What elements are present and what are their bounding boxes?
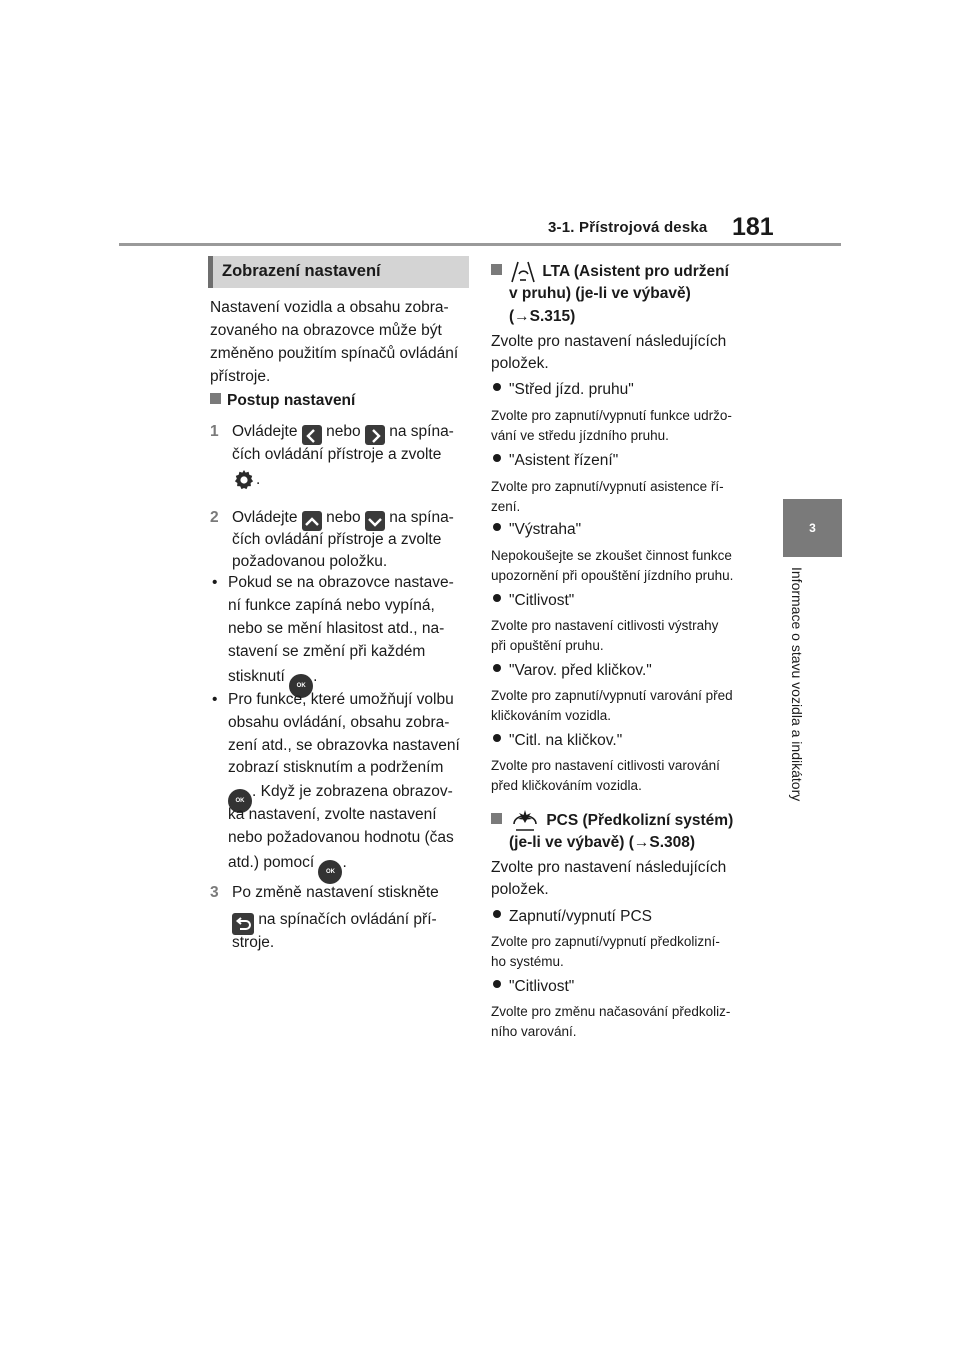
intro-line: Nastavení vozidla a obsahu zobra- (210, 299, 449, 316)
section-title: 3-1. Přístrojová deska (548, 219, 708, 236)
list-item: Zapnutí/vypnutí PCS (493, 906, 652, 928)
bullet-dot-icon (493, 664, 501, 672)
intro-line: změněno použitím spínačů ovládání (210, 345, 459, 362)
gear-icon (232, 468, 256, 492)
bullet-2-line: Pro funkce, které umožňují volbu (228, 691, 454, 708)
bullet-2-line: zení atd., se obrazovka nastavení (228, 737, 460, 754)
pre-collision-icon (508, 808, 542, 834)
item-description: před kličkováním vozidla. (491, 778, 642, 793)
chapter-tab[interactable]: 3 (783, 499, 842, 557)
chevron-left-icon (302, 425, 322, 445)
ok-button-icon: OK (228, 789, 252, 813)
square-bullet-icon (210, 393, 221, 404)
step-2-line: požadovanou položku. (232, 553, 388, 570)
header-rule (119, 243, 841, 246)
item-description: upozornění při opouštění jízdního pruhu. (491, 568, 734, 583)
bullet-dot-icon (493, 454, 501, 462)
chevron-up-icon (302, 511, 322, 531)
item-description: zení. (491, 499, 521, 514)
item-description: při opuštění pruhu. (491, 638, 604, 653)
list-item: "Citlivost" (493, 590, 574, 612)
pcs-heading-line: (je-li ve výbavě) (→S.308) (509, 834, 696, 851)
intro-line: přístroje. (210, 368, 271, 385)
bullet-2-line: atd.) pomocí OK. (228, 852, 347, 884)
chapter-title: Informace o stavu vozidla a indikátory (789, 567, 805, 802)
step-1-line: 1 Ovládejte nebo na spína- (210, 421, 454, 445)
ok-button-icon: OK (318, 860, 342, 884)
list-item: "Asistent řízení" (493, 450, 618, 472)
bullet-1-line: nebo se mění hlasitost atd., na- (228, 620, 445, 637)
bullet-2-line: obsahu ovládání, obsahu zobra- (228, 714, 450, 731)
bullet-dot-icon (493, 734, 501, 742)
lta-heading-line: v pruhu) (je-li ve výbavě) (509, 285, 691, 302)
lta-intro: položek. (491, 355, 549, 372)
step-2-line: 2 Ovládejte nebo na spína- (210, 507, 454, 531)
bullet-1-line: ní funkce zapíná nebo vypíná, (228, 597, 435, 614)
bullet-dot-icon (493, 980, 501, 988)
step-1-line: čích ovládání přístroje a zvolte (232, 446, 442, 463)
bullet-dot-icon (493, 383, 501, 391)
list-item: "Střed jízd. pruhu" (493, 379, 634, 401)
bullet-marker: • (212, 691, 218, 708)
item-description: kličkováním vozidla. (491, 708, 612, 723)
bullet-1-line: Pokud se na obrazovce nastave- (228, 574, 454, 591)
lta-heading: LTA (Asistent pro udržení (491, 260, 729, 284)
bullet-dot-icon (493, 594, 501, 602)
square-bullet-icon (491, 264, 502, 275)
item-description: ho systému. (491, 954, 564, 969)
section-heading: Zobrazení nastavení (208, 256, 469, 288)
item-description: Nepokoušejte se zkoušet činnost funkce (491, 548, 732, 563)
item-description: Zvolte pro zapnutí/vypnutí funkce udržo- (491, 408, 732, 423)
bullet-2-line: nebo požadovanou hodnotu (čas (228, 829, 454, 846)
ok-button-icon: OK (289, 674, 313, 698)
item-description: vání ve středu jízdního pruhu. (491, 428, 669, 443)
bullet-2-line: OK. Když je zobrazena obrazov- (228, 781, 453, 813)
step-number: 2 (210, 509, 219, 526)
bullet-marker: • (212, 574, 218, 591)
item-description: Zvolte pro nastavení citlivosti varování (491, 758, 720, 773)
bullet-2-line: ka nastavení, zvolte nastavení (228, 806, 437, 823)
list-item: "Varov. před kličkov." (493, 660, 652, 682)
item-description: Zvolte pro nastavení citlivosti výstrahy (491, 618, 719, 633)
step-1-line: . (232, 468, 260, 492)
square-bullet-icon (491, 813, 502, 824)
lane-assist-icon (508, 260, 538, 284)
pcs-intro: položek. (491, 881, 549, 898)
chevron-right-icon (365, 425, 385, 445)
list-item: "Výstraha" (493, 519, 581, 541)
item-description: Zvolte pro zapnutí/vypnutí asistence ří- (491, 479, 724, 494)
step-3-line: na spínačích ovládání pří- (232, 909, 437, 935)
step-3-line: stroje. (232, 934, 275, 951)
lta-intro: Zvolte pro nastavení následujících (491, 333, 727, 350)
bullet-1-line: stavení se změní při každém (228, 643, 426, 660)
subheading: Postup nastavení (210, 390, 355, 412)
bullet-dot-icon (493, 910, 501, 918)
item-description: Zvolte pro změnu načasování předkoliz- (491, 1004, 731, 1019)
item-description: Zvolte pro zapnutí/vypnutí předkolizní- (491, 934, 720, 949)
page-number: 181 (732, 213, 774, 241)
pcs-intro: Zvolte pro nastavení následujících (491, 859, 727, 876)
bullet-1-line: stisknutí OK. (228, 666, 317, 698)
lta-heading-line: (→S.315) (509, 308, 576, 325)
list-item: "Citlivost" (493, 976, 574, 998)
step-number: 1 (210, 423, 219, 440)
item-description: ního varování. (491, 1024, 577, 1039)
intro-line: zovaného na obrazovce může být (210, 322, 442, 339)
bullet-dot-icon (493, 523, 501, 531)
step-2-line: čích ovládání přístroje a zvolte (232, 531, 442, 548)
chevron-down-icon (365, 511, 385, 531)
pcs-heading: PCS (Předkolizní systém) (491, 808, 733, 834)
bullet-2-line: zobrazí stisknutím a podržením (228, 759, 444, 776)
step-number: 3 (210, 884, 219, 901)
list-item: "Citl. na kličkov." (493, 730, 622, 752)
step-3-line: 3 Po změně nastavení stiskněte (210, 882, 439, 904)
item-description: Zvolte pro zapnutí/vypnutí varování před (491, 688, 733, 703)
